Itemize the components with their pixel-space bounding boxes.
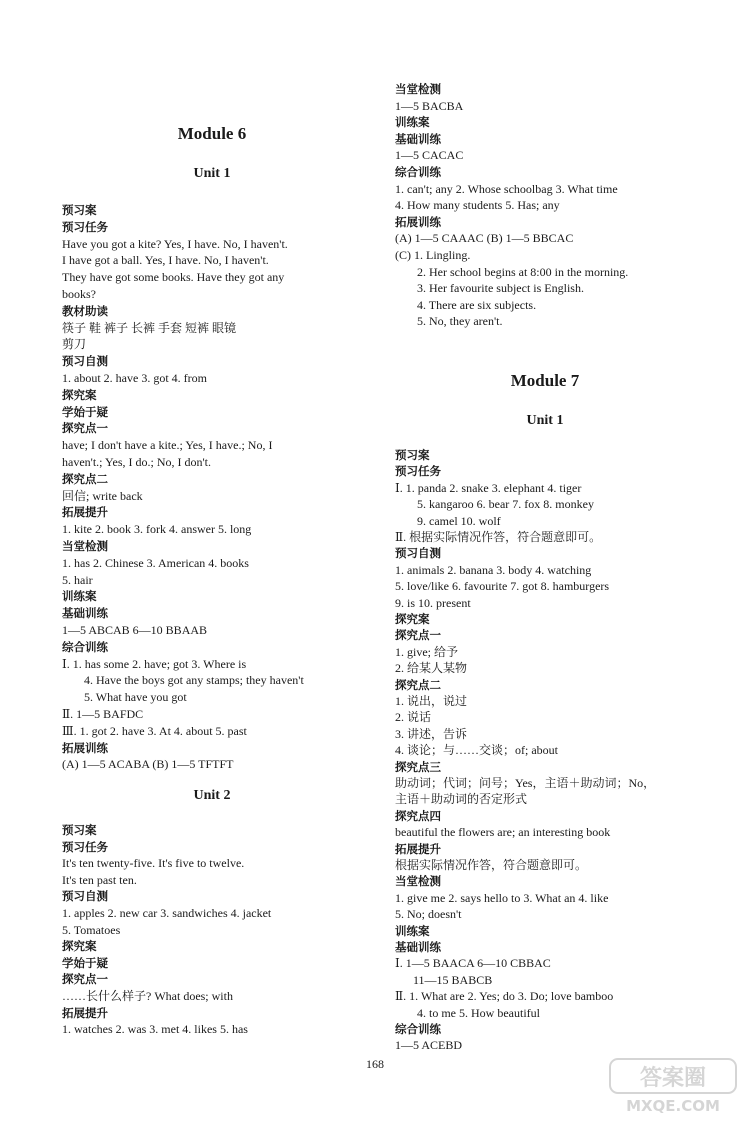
answer-line: 3. Her favourite subject is English. (417, 281, 584, 296)
section-label: 预习自测 (395, 546, 441, 561)
answer-line: 2. 给某人某物 (395, 661, 468, 676)
answer-line: 5. What have you got (84, 690, 187, 705)
answer-line: 1. animals 2. banana 3. body 4. watching (395, 562, 592, 577)
answer-line: They have got some books. Have they got any (62, 270, 285, 285)
section-label: 拓展训练 (395, 214, 441, 229)
answer-line: 1. can't; any 2. Whose schoolbag 3. What time (395, 181, 618, 196)
answer-line: 4. There are six subjects. (417, 297, 537, 312)
answer-line: 主语＋助动词的否定形式 (395, 792, 528, 807)
answer-line: 1. kite 2. book 3. fork 4. answer 5. long (62, 522, 252, 537)
answer-line: have; I don't have a kite.; Yes, I have.; No, I (62, 438, 273, 453)
watermark-logo (608, 1055, 738, 1117)
section-label: 基础训练 (395, 940, 441, 954)
page-number: 168 (366, 1057, 384, 1071)
answer-line: 5. love/like 6. favourite 7. got 8. hamburgers (395, 579, 610, 594)
answer-line: 1. give; 给予 (395, 644, 458, 659)
section-label: 探究点二 (395, 677, 441, 692)
section-label: 当堂检测 (395, 874, 441, 889)
section-label: 预习任务 (62, 219, 108, 234)
answer-line: 筷子 鞋 裤子 长裤 手套 短裤 眼镜 (62, 320, 237, 335)
answer-line: 4. Have the boys got any stamps; they haven't (84, 673, 304, 688)
answer-line: Have you got a kite? Yes, I have. No, I haven't. (62, 236, 288, 251)
section-label: 学始于疑 (62, 404, 108, 419)
answer-line: ……长什么样子? What does; with (62, 989, 233, 1003)
section-label: 预习自测 (62, 889, 108, 904)
section-label: 探究点四 (395, 808, 441, 823)
section-label: 探究点一 (395, 628, 441, 643)
answer-line: Ⅱ. 1. What are 2. Yes; do 3. Do; love bamboo (395, 989, 614, 1004)
section-label: 探究案 (62, 387, 97, 402)
answer-line: 1. watches 2. was 3. met 4. likes 5. has (62, 1022, 248, 1037)
module-6-heading: Module 6 (177, 124, 247, 143)
section-label: 预习案 (62, 203, 97, 217)
answer-line: 助动词；代词；问号；Yes，主语＋助动词；No， (395, 776, 656, 790)
section-label: 训练案 (62, 589, 97, 604)
section-label: 探究点三 (395, 759, 441, 774)
answer-line: (A) 1—5 CAAAC (B) 1—5 BBCAC (395, 231, 574, 246)
answer-line: Ⅰ. 1. has some 2. have; got 3. Where is (62, 656, 247, 671)
answer-line: 2. 说话 (395, 710, 432, 725)
watermark-cn: 答案圈 (639, 1066, 707, 1091)
section-label: 综合训练 (62, 639, 108, 654)
answer-line: 1. apples 2. new car 3. sandwiches 4. jacket (62, 906, 272, 920)
answer-line: 5. hair (62, 572, 93, 587)
answer-line: books? (62, 287, 96, 301)
section-label: 基础训练 (62, 606, 108, 621)
answer-line: Ⅱ. 1—5 BAFDC (62, 707, 144, 721)
answer-line: 回信; write back (62, 488, 143, 503)
answer-line: 1. about 2. have 3. got 4. from (62, 371, 207, 385)
section-label: 拓展提升 (62, 1005, 108, 1020)
answer-line: It's ten twenty-five. It's five to twelve. (62, 856, 245, 871)
answer-line: Ⅰ. 1. panda 2. snake 3. elephant 4. tiger (395, 480, 582, 495)
answer-line: 5. kangaroo 6. bear 7. fox 8. monkey (417, 497, 594, 512)
answer-line: (C) 1. Lingling. (395, 248, 471, 262)
answer-line: (A) 1—5 ACABA (B) 1—5 TFTFT (62, 757, 234, 772)
answer-line: 1—5 BACBA (395, 98, 464, 113)
section-label: 教材助读 (62, 303, 108, 318)
answer-line: 2. Her school begins at 8:00 in the morning. (417, 264, 629, 279)
answer-line: 4. 谈论；与……交谈；of; about (395, 743, 558, 758)
module-7-unit-1-heading: Unit 1 (526, 413, 564, 428)
answer-line: 1—5 ABCAB 6—10 BBAAB (62, 623, 208, 637)
answer-line: 1. give me 2. says hello to 3. What an 4. like (395, 890, 609, 905)
section-label: 探究点二 (62, 471, 108, 486)
answer-line: 3. 讲述，告诉 (395, 726, 468, 741)
answer-line: 1—5 CACAC (395, 148, 464, 163)
answer-line: 1. 说出，说过 (395, 694, 468, 708)
section-label: 综合训练 (395, 1022, 441, 1036)
section-label: 拓展提升 (62, 505, 108, 520)
answer-line: 1. has 2. Chinese 3. American 4. books (62, 555, 249, 570)
answer-line: Ⅲ. 1. got 2. have 3. At 4. about 5. past (62, 723, 247, 738)
answer-line: 11—15 BABCB (413, 972, 493, 987)
section-label: 探究点一 (62, 972, 108, 987)
section-label: 探究案 (62, 939, 97, 954)
answer-line: Ⅰ. 1—5 BAACA 6—10 CBBAC (395, 956, 551, 971)
section-label: 预习自测 (62, 354, 108, 369)
module-7-heading: Module 7 (510, 371, 580, 390)
section-label: 拓展训练 (62, 740, 108, 755)
section-label: 当堂检测 (395, 82, 441, 96)
answer-line: 1—5 ACEBD (395, 1038, 463, 1053)
section-label: 综合训练 (395, 165, 441, 179)
section-label: 探究案 (395, 612, 430, 626)
answer-line: 剪刀 (62, 337, 87, 352)
answer-line: 根据实际情况作答，符合题意即可。 (395, 858, 588, 872)
section-label: 预习案 (395, 448, 430, 462)
section-label: 学始于疑 (62, 955, 108, 970)
section-label: 拓展提升 (395, 841, 441, 856)
section-label: 预习任务 (62, 839, 108, 854)
section-label: 预习案 (62, 823, 97, 837)
section-label: 当堂检测 (62, 539, 108, 553)
answer-line: It's ten past ten. (62, 872, 137, 887)
answer-line: beautiful the flowers are; an interesting book (395, 825, 611, 840)
section-label: 训练案 (395, 115, 430, 130)
answer-line: 4. to me 5. How beautiful (417, 1005, 540, 1020)
answer-line: 4. How many students 5. Has; any (395, 198, 560, 213)
unit-2-heading: Unit 2 (193, 788, 231, 803)
answer-line: 9. is 10. present (395, 595, 471, 610)
answer-line: 5. No, they aren't. (417, 314, 503, 329)
answer-line: haven't.; Yes, I do.; No, I don't. (62, 455, 211, 469)
answer-line: I have got a ball. Yes, I have. No, I haven't. (62, 253, 269, 268)
section-label: 预习任务 (395, 464, 441, 479)
unit-1-heading: Unit 1 (193, 166, 231, 181)
section-label: 探究点一 (62, 421, 108, 436)
section-label: 训练案 (395, 923, 430, 938)
answer-line: Ⅱ. 根据实际情况作答，符合题意即可。 (395, 530, 602, 544)
answer-line: 9. camel 10. wolf (417, 513, 501, 528)
answer-line: 5. No; doesn't (395, 907, 462, 922)
section-label: 基础训练 (395, 131, 441, 146)
answer-line: 5. Tomatoes (62, 922, 121, 937)
watermark-en: MXQE.COM (626, 1097, 720, 1115)
